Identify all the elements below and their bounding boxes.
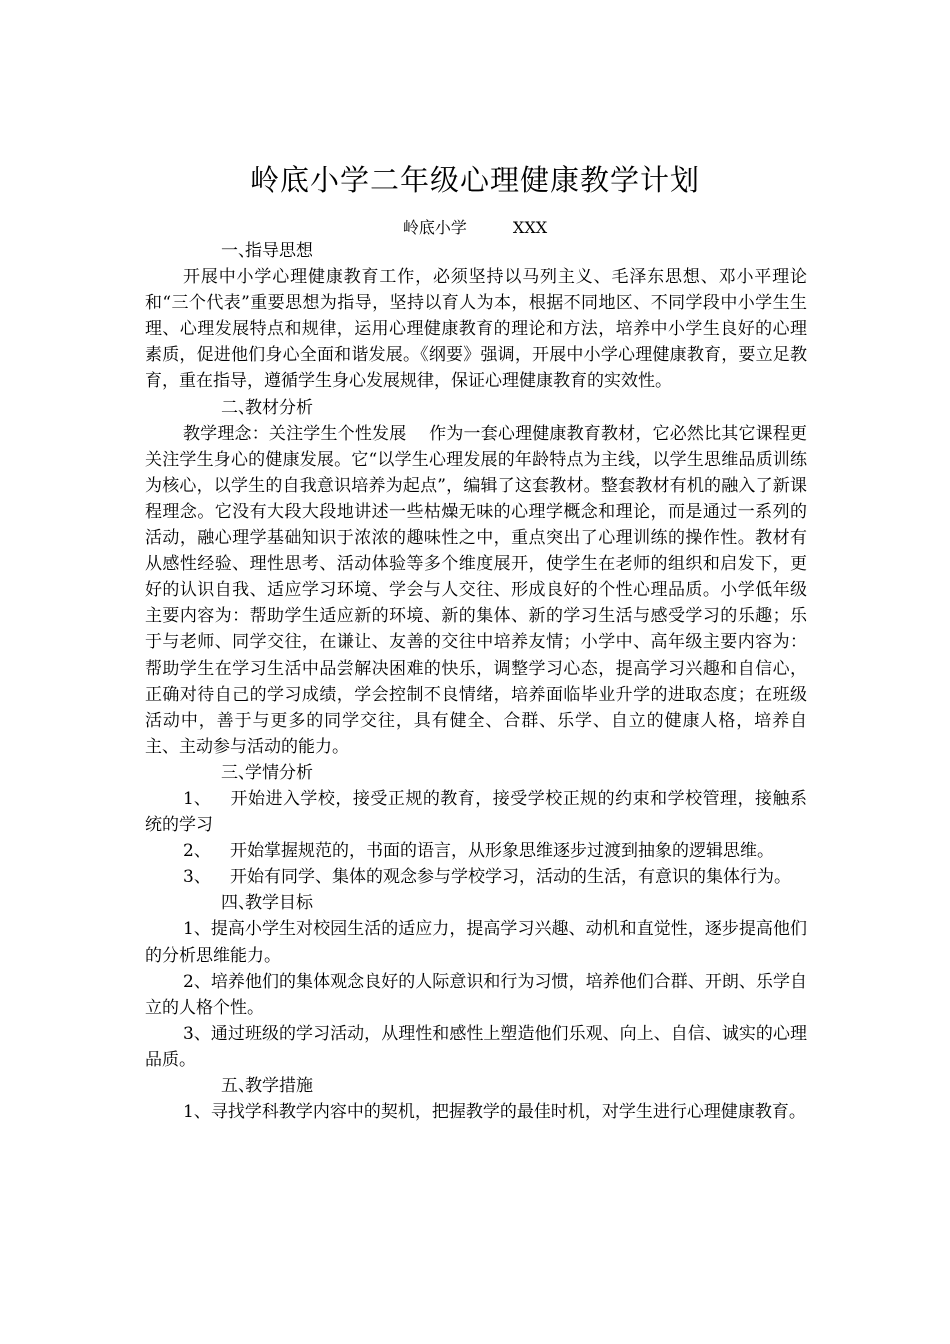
section-heading bbox=[145, 395, 807, 421]
list-item-number: 1、 bbox=[183, 788, 211, 809]
list-item bbox=[145, 864, 807, 890]
list-item-text: 开始掌握规范的，书面的语言，从形象思维逐步过渡到抽象的逻辑思维。 bbox=[230, 841, 774, 862]
paragraph: 1、寻找学科教学内容中的契机，把握教学的最佳时机，对学生进行心理健康教育。 bbox=[183, 1102, 806, 1123]
byline-school: 岭底小学 bbox=[402, 218, 467, 237]
section-heading bbox=[145, 1073, 807, 1099]
document-body bbox=[145, 238, 807, 1125]
paragraph: 2、培养他们的集体观念良好的人际意识和行为习惯，培养他们合群、开朗、乐学自立的人格个性。 bbox=[145, 971, 807, 1018]
section-title: 教材分析 bbox=[245, 397, 313, 418]
paragraph: 3、通过班级的学习活动，从理性和感性上塑造他们乐观、向上、自信、诚实的心理品质。 bbox=[145, 1023, 807, 1070]
section-title: 指导思想 bbox=[245, 241, 313, 261]
list-item-number: 3、 bbox=[183, 867, 211, 888]
list-item-text: 开始有同学、集体的观念参与学校学习，活动的生活，有意识的集体行为。 bbox=[230, 867, 791, 888]
list-item bbox=[145, 838, 807, 864]
paragraph: 开展中小学心理健康教育工作，必须坚持以马列主义、毛泽东思想、邓小平理论和“三个代表”重要思想为指导，坚持以育人为本，根据不同地区、不同学段中小学生生理、心理发展特点和规律，运用心理健康教育的理论和方法，培养中小学生良好的心理素质，促进他们身心全面和谐发展。《纲要》强调，开展中小学心理健康教育，要立足教育，重在指导，遵循学生身心发展规律，保证心理健康教育的实效性。 bbox=[145, 267, 807, 392]
section-heading bbox=[145, 238, 807, 264]
section-title: 学情分析 bbox=[245, 762, 313, 783]
section-title: 教学目标 bbox=[245, 893, 313, 914]
section-number: 三、 bbox=[221, 762, 255, 783]
paragraph: 1、提高小学生对校园生活的适应力，提高学习兴趣、动机和直觉性，逐步提高他们的分析思维能力。 bbox=[145, 919, 807, 966]
list-item-number: 2、 bbox=[183, 841, 211, 862]
section-number: 一、 bbox=[221, 241, 255, 261]
section-heading bbox=[145, 890, 807, 916]
section-number: 四、 bbox=[221, 893, 255, 914]
section-heading bbox=[145, 760, 807, 786]
byline-author: XXX bbox=[512, 218, 548, 237]
section-number: 五、 bbox=[221, 1076, 255, 1096]
section-number: 二、 bbox=[221, 397, 255, 418]
list-item bbox=[145, 786, 807, 838]
paragraph: 教学理念：关注学生个性发展 作为一套心理健康教育教材，它必然比其它课程更关注学生身心的健康发展。它“以学生心理发展的年龄特点为主线，以学生思维品质训练为核心，以学生的自我意识培养为起点”，编辑了这套教材。整套教材有机的融入了新课程理念。它没有大段大段地讲述一些枯燥无味的心理学概念和理论，而是通过一系列的活动，融心理学基础知识于浓浓的趣味性之中，重点突出了心理训练的操作性。教材有从感性经验、理性思考、活动体验等多个维度展开，使学生在老师的组织和启发下，更好的认识自我、适应学习环境、学会与人交往、形成良好的个性心理品质。小学低年级主要内容为：帮助学生适应新的环境、新的集体、新的学习生活与感受学习的乐趣；乐于与老师、同学交往，在谦让、友善的交往中培养友情；小学中、高年级主要内容为：帮助学生在学习生活中品尝解决困难的快乐，调整学习心态，提高学习兴趣和自信心，正确对待自己的学习成绩，学会控制不良情绪，培养面临毕业升学的进取态度；在班级活动中，善于与更多的同学交往，具有健全、合群、乐学、自立的健康人格，培养自主、主动参与活动的能力。 bbox=[145, 423, 807, 757]
list-item-text: 开始进入学校，接受正规的教育，接受学校正规的约束和学校管理，接触系统的学习 bbox=[145, 788, 807, 836]
document-title: 岭底小学二年级心理健康教学计划 bbox=[249, 163, 700, 197]
section-title: 教学措施 bbox=[245, 1076, 313, 1096]
